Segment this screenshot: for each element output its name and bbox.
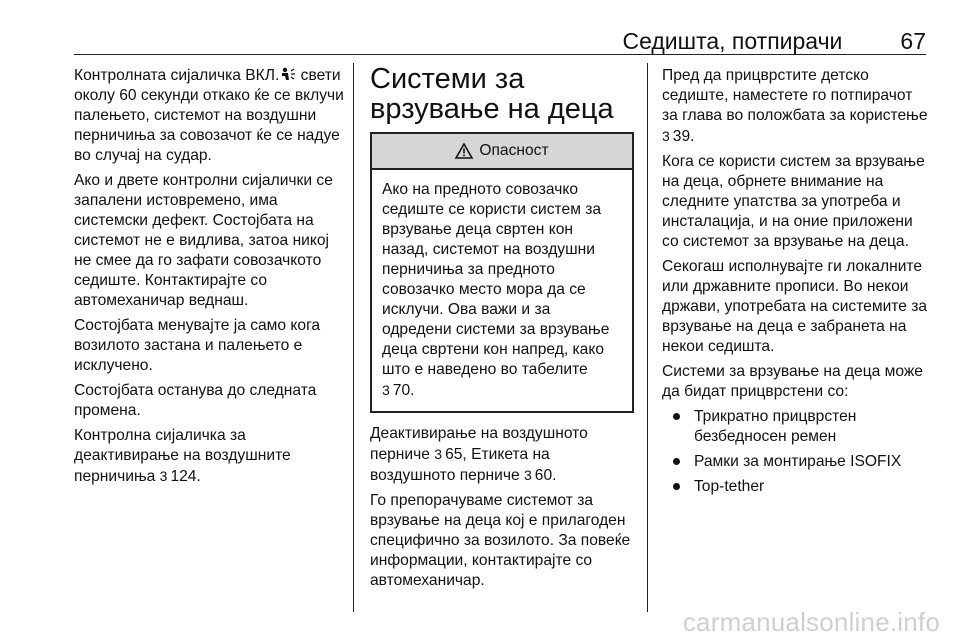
paragraph: Го препорачуваме системот за врзување на деца кој е прилагоден специфично за возилото. За повеќе информации, контактирајте со автомеханичар. — [370, 492, 631, 589]
warning-body: Ако на предното совозачко седиште се користи систем за врзување деца свртен кон назад, системот на воздушни перничиња за предното совозачко место мора да се исклучи. Ова важи и за одредени системи за врзување деца свртени кон напред, како што е наведено во табелите 3 70. — [382, 181, 610, 399]
paragraph: Состојбата останува до следната промена. — [74, 382, 317, 419]
paragraph: Контролната сијаличка ВКЛ. свети околу 60 секунди откако ќе се вклучи палењето, системот на воздушни перничиња за совозачот ќе се надуе во случај на судар. — [74, 67, 344, 164]
page-ref[interactable]: 70. — [392, 382, 415, 399]
section-heading: Системи за врзување на деца — [370, 63, 614, 125]
column-divider-left — [353, 63, 354, 612]
bullet-icon — [673, 458, 680, 465]
list-item: Рамки за монтирање ISOFIX — [662, 452, 928, 472]
column-3 — [662, 66, 928, 502]
page-header — [74, 24, 926, 54]
paragraph: Ако и двете контролни сијалички се запалени истовремено, има системски дефект. Состојбата на системот не е видлива, затоа никој не смее да го зафати совозачкото седиште. Контактирајте со автомеханичар веднаш. — [74, 172, 333, 309]
paragraph: Кога се користи систем за врзување на деца, обрнете внимание на следните упатства за употреба и инсталација, и на оние приложени со системот за врзување на деца. — [662, 153, 925, 250]
warning-title: Опасност — [479, 142, 549, 159]
list-item: Top-tether — [662, 477, 928, 497]
page-ref[interactable]: 65, Етикета на воздушното перниче — [370, 446, 550, 484]
bullet-list — [662, 407, 928, 497]
paragraph: Системи за врзување на деца може да бидат прицврстени со: — [662, 363, 923, 400]
column-1 — [74, 66, 350, 492]
paragraph: Деактивирање на воздушното перниче 3 65, Етикета на воздушното перниче 3 60. — [370, 425, 588, 484]
column-divider-right — [647, 63, 648, 612]
list-item: Трикратно прицврстен безбедносен ремен — [662, 407, 928, 447]
bullet-icon — [673, 483, 680, 490]
warning-triangle-icon — [455, 143, 473, 159]
paragraph: Секогаш исполнувајте ги локалните или државните прописи. Во некои држави, употребата на системите за врзување на деца е забранета на некои седишта. — [662, 258, 928, 355]
paragraph: Контролна сијаличка за деактивирање на воздушните перничиња 3 124. — [74, 427, 291, 485]
bullet-icon — [673, 413, 680, 420]
page-ref[interactable]: 39. — [672, 128, 695, 145]
page-ref-icon[interactable]: 3 — [382, 382, 390, 398]
page-ref-icon[interactable]: 3 — [159, 468, 168, 484]
page-title: Седишта, потпирачи — [622, 28, 843, 54]
watermark: carmanualsonline.info — [682, 607, 940, 637]
page-ref-icon[interactable]: 3 — [662, 128, 670, 144]
passenger-airbag-icon — [279, 67, 296, 82]
page-ref[interactable]: 124. — [170, 468, 201, 485]
page-ref-icon[interactable]: 3 — [523, 467, 532, 483]
page-ref[interactable]: 60. — [534, 467, 557, 484]
warning-header — [372, 134, 632, 170]
header-divider — [74, 54, 926, 55]
paragraph: Состојбата менувајте ја само кога возилото застана и палењето е исклучено. — [74, 317, 321, 374]
page-ref-icon[interactable]: 3 — [434, 446, 443, 462]
column-2 — [370, 63, 634, 596]
page-number: 67 — [900, 28, 926, 54]
warning-box — [370, 132, 634, 413]
paragraph: Пред да прицврстите детско седиште, наместете го потпирачот за глава во положбата за користење 3 39. — [662, 67, 928, 145]
